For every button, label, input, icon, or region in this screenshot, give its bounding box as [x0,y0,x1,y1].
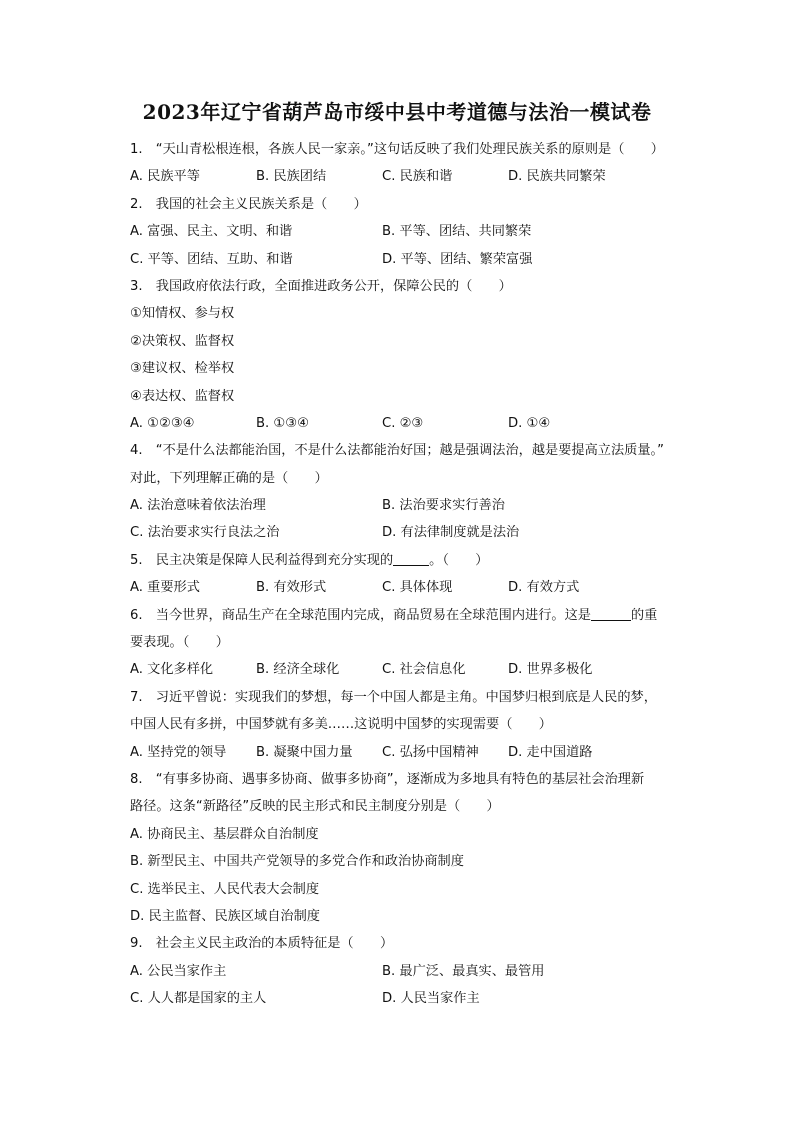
stem-text-end: 。（ ） [429,552,489,568]
options-row [130,574,710,601]
question-stem-cont: 要表现。（ ） [130,635,229,651]
option-c: C. 法治要求实行良法之治 [130,525,280,541]
option-b: B. 新型民主、中国共产党领导的多党合作和政治协商制度 [130,854,464,870]
question-stem: 4. “不是什么法都能治国，不是什么法都能治好国；越是强调法治，越是要提高立法质量。” [130,443,664,459]
question-stem-cont: 中国人民有多拼，中国梦就有多美……这说明中国梦的实现需要（ ） [130,717,552,733]
option-d: D. 民族共同繁荣 [508,169,606,185]
question-stem: 8. “有事多协商、遇事多协商、做事多协商”，逐渐成为多地具有特色的基层社会治理新 [130,771,645,787]
options-row [130,163,710,190]
options-row [130,656,710,683]
option-c: C. 社会信息化 [382,662,466,678]
options-row [130,410,710,437]
options-row [130,958,710,985]
question-stem: 3. 我国政府依法行政，全面推进政务公开，保障公民的（ ） [130,278,512,294]
options-row [130,492,710,519]
option-b: B. 平等、团结、共同繁荣 [382,224,532,240]
question-3 [130,273,710,437]
question-6 [130,602,710,684]
question-stem-cont: 路径。这条“新路径”反映的民主形式和民主制度分别是（ ） [130,799,500,815]
option-a: A. 民族平等 [130,169,200,185]
options-row [130,739,710,766]
options-row [130,218,710,245]
option-a: A. 富强、民主、文明、和谐 [130,224,293,240]
option-d: D. 世界多极化 [508,662,593,678]
question-1 [130,136,710,191]
stem-text-end: 的重 [630,607,658,623]
option-a: A. ①②③④ [130,415,195,431]
option-a: A. 协商民主、基层群众自治制度 [130,826,319,842]
option-b: B. 最广泛、最真实、最管用 [382,963,545,979]
question-5 [130,547,710,602]
option-c: C. 具体体现 [382,580,453,596]
question-stem: 1. “天山青松根连根，各族人民一家亲。”这句话反映了我们处理民族关系的原则是（ ） [130,142,664,157]
option-d: D. ①④ [508,415,551,431]
option-b: B. 法治要求实行善治 [382,498,505,514]
option-d: D. 民主监督、民族区域自治制度 [130,908,320,924]
option-b: B. ①③④ [256,415,309,431]
option-b: B. 经济全球化 [256,662,340,678]
option-c: C. 人人都是国家的主人 [130,991,267,1007]
option-b: B. 民族团结 [256,169,327,185]
stem-text: 6. 当今世界，商品生产在全球范围内完成，商品贸易在全球范围内进行。这是 [130,607,591,623]
statement-2: ②决策权、监督权 [130,333,235,349]
option-b: B. 凝聚中国力量 [256,744,353,760]
option-c: C. ②③ [382,415,424,431]
option-c: C. 民族和谐 [382,169,453,185]
question-2 [130,191,710,273]
question-stem: 9. 社会主义民主政治的本质特征是（ ） [130,936,394,952]
question-9 [130,930,710,1012]
option-b: B. 有效形式 [256,580,327,596]
option-d: D. 平等、团结、繁荣富强 [382,251,533,267]
question-8 [130,766,710,930]
options-row [130,519,710,546]
option-d: D. 有法律制度就是法治 [382,525,520,541]
stem-text: 5. 民主决策是保障人民利益得到充分实现的 [130,552,394,568]
answer-blank [591,606,631,621]
option-c: C. 平等、团结、互助、和谐 [130,251,293,267]
question-stem [130,602,710,629]
statement-3: ③建议权、检举权 [130,361,235,377]
answer-blank [393,551,429,566]
option-d: D. 有效方式 [508,580,580,596]
question-4 [130,437,710,547]
page-title: 2023年辽宁省葫芦岛市绥中县中考道德与法治一模试卷 [142,100,652,124]
question-stem-cont: 对此，下列理解正确的是（ ） [130,470,328,486]
option-a: A. 法治意味着依法治理 [130,498,266,514]
options-row [130,985,710,1012]
question-stem: 2. 我国的社会主义民族关系是（ ） [130,196,367,212]
option-d: D. 人民当家作主 [382,991,480,1007]
options-row [130,246,710,273]
question-stem: 7. 习近平曾说：实现我们的梦想，每一个中国人都是主角。中国梦归根到底是人民的梦， [130,689,657,705]
question-7 [130,684,710,766]
statement-4: ④表达权、监督权 [130,388,235,404]
option-a: A. 重要形式 [130,580,200,596]
option-a: A. 文化多样化 [130,662,214,678]
question-stem [130,547,710,574]
question-list [130,136,710,1013]
option-a: A. 坚持党的领导 [130,744,227,760]
option-a: A. 公民当家作主 [130,963,227,979]
statement-1: ①知情权、参与权 [130,306,235,322]
option-c: C. 选举民主、人民代表大会制度 [130,881,320,897]
option-d: D. 走中国道路 [508,744,593,760]
option-c: C. 弘扬中国精神 [382,744,479,760]
